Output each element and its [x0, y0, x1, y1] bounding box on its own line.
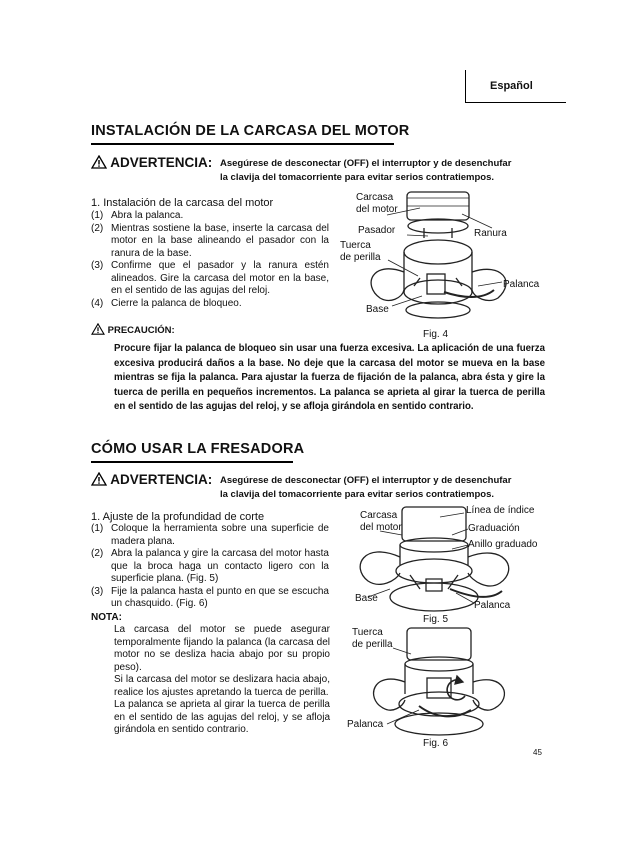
fig4-label-palanca: Palanca [503, 279, 540, 290]
language-label: Español [490, 80, 533, 92]
fig4-label-carcasa: Carcasa del motor [356, 192, 398, 215]
warning-row [91, 155, 212, 170]
warning-triangle-icon [91, 472, 107, 486]
caution-triangle-icon [91, 323, 105, 335]
fig4-label-base: Base [366, 304, 389, 315]
warning-text [220, 474, 511, 502]
fig6-caption: Fig. 6 [423, 738, 449, 749]
fig5-label-graduacion: Graduación [468, 523, 520, 534]
warning-line-2: la clavija del tomacorriente para evitar serios contratiempos. [220, 489, 495, 500]
fig5-label-anillo: Anillo graduado [468, 539, 538, 550]
fig4-label-pasador: Pasador [358, 225, 396, 236]
fig5-label-base: Base [355, 593, 378, 604]
install-steps-list [91, 210, 329, 310]
caution-paragraph: Procure fijar la palanca de bloqueo sin usar una fuerza excesiva. La aplicación de una fuerza excesiva producirá daños a la base. No deje que la carcasa del motor se mueva en la base mientras se fija la palanca. Para ajustar la fuerza de fijación de la palanca, abra ésta y gire la tuerca de perilla en pequeños incrementos. La palanca se aprieta al girar la tuerca de perilla en el sentido de las agujas del reloj, y se afloja girándola en sentido contrario. [114, 343, 545, 412]
list-item: (3) Fije la palanca hasta el punto en que se escucha un chasquido. (Fig. 6) [91, 585, 329, 609]
page-number: 45 [533, 748, 542, 757]
list-item: (2) Mientras sostiene la base, inserte la carcasa del motor en la base alineando el pasador con la ranura de la base. [91, 222, 329, 259]
fig4-caption: Fig. 4 [423, 329, 449, 340]
list-item: (1) Coloque la herramienta sobre una superficie de madera plana. [91, 523, 329, 547]
fig5-label-linea: Línea de índice [466, 505, 535, 516]
step-title-install: 1. Instalación de la carcasa del motor [91, 197, 274, 209]
depth-steps-list [91, 523, 329, 611]
note-body [114, 624, 330, 737]
fig6-label-tuerca: Tuerca de perilla [352, 627, 393, 650]
caution-label: PRECAUCIÓN: [107, 325, 175, 336]
list-item: (4) Cierre la palanca de bloqueo. [91, 297, 242, 309]
fig5-label-palanca: Palanca [474, 600, 511, 611]
section-title-motor-install: INSTALACIÓN DE LA CARCASA DEL MOTOR [91, 123, 410, 139]
note-paragraph: La carcasa del motor se puede asegurar temporalmente fijando la palanca (la carcasa del motor no se desliza hacia abajo por su propio peso). [114, 624, 330, 673]
warning-line-1: Asegúrese de desconectar (OFF) el interruptor y de desenchufar [220, 475, 512, 486]
list-item: (2) Abra la palanca y gire la carcasa del motor hasta que la broca haga un contacto ligero con la superficie plana. (Fig. 5) [91, 548, 329, 584]
section-title-underline [91, 143, 394, 145]
warning-row [91, 472, 212, 487]
note-paragraph: La palanca se aprieta al girar la tuerca de perilla en el sentido de las agujas del reloj, y se afloja girándola en sentido contrario. [114, 699, 330, 735]
warning-line-2: la clavija del tomacorriente para evitar serios contratiempos. [220, 172, 495, 183]
warning-label: ADVERTENCIA: [110, 155, 213, 170]
caution-row [91, 323, 175, 336]
step-title-depth: 1. Ajuste de la profundidad de corte [91, 511, 265, 523]
fig4-label-ranura: Ranura [474, 228, 507, 239]
warning-line-1: Asegúrese de desconectar (OFF) el interruptor y de desenchufar [220, 158, 512, 169]
fig6-label-palanca: Palanca [347, 719, 384, 730]
warning-text [220, 157, 511, 185]
fig4-label-tuerca: Tuerca de perilla [340, 240, 381, 263]
section-title-using-router: CÓMO USAR LA FRESADORA [91, 441, 305, 457]
list-item: (1) Abra la palanca. [91, 210, 184, 221]
warning-triangle-icon [91, 155, 107, 169]
section-title-underline [91, 461, 293, 463]
note-paragraph: Si la carcasa del motor se deslizara hacia abajo, realice los ajustes apretando la tuerca de perilla. [114, 674, 330, 698]
fig5-caption: Fig. 5 [423, 614, 449, 625]
list-item: (3) Confirme que el pasador y la ranura estén alineados. Gire la carcasa del motor en la base, en el sentido de las agujas del reloj. [91, 260, 329, 296]
note-label: NOTA: [91, 612, 122, 623]
fig5-label-carcasa: Carcasa del motor [360, 510, 402, 533]
warning-label: ADVERTENCIA: [110, 472, 213, 487]
